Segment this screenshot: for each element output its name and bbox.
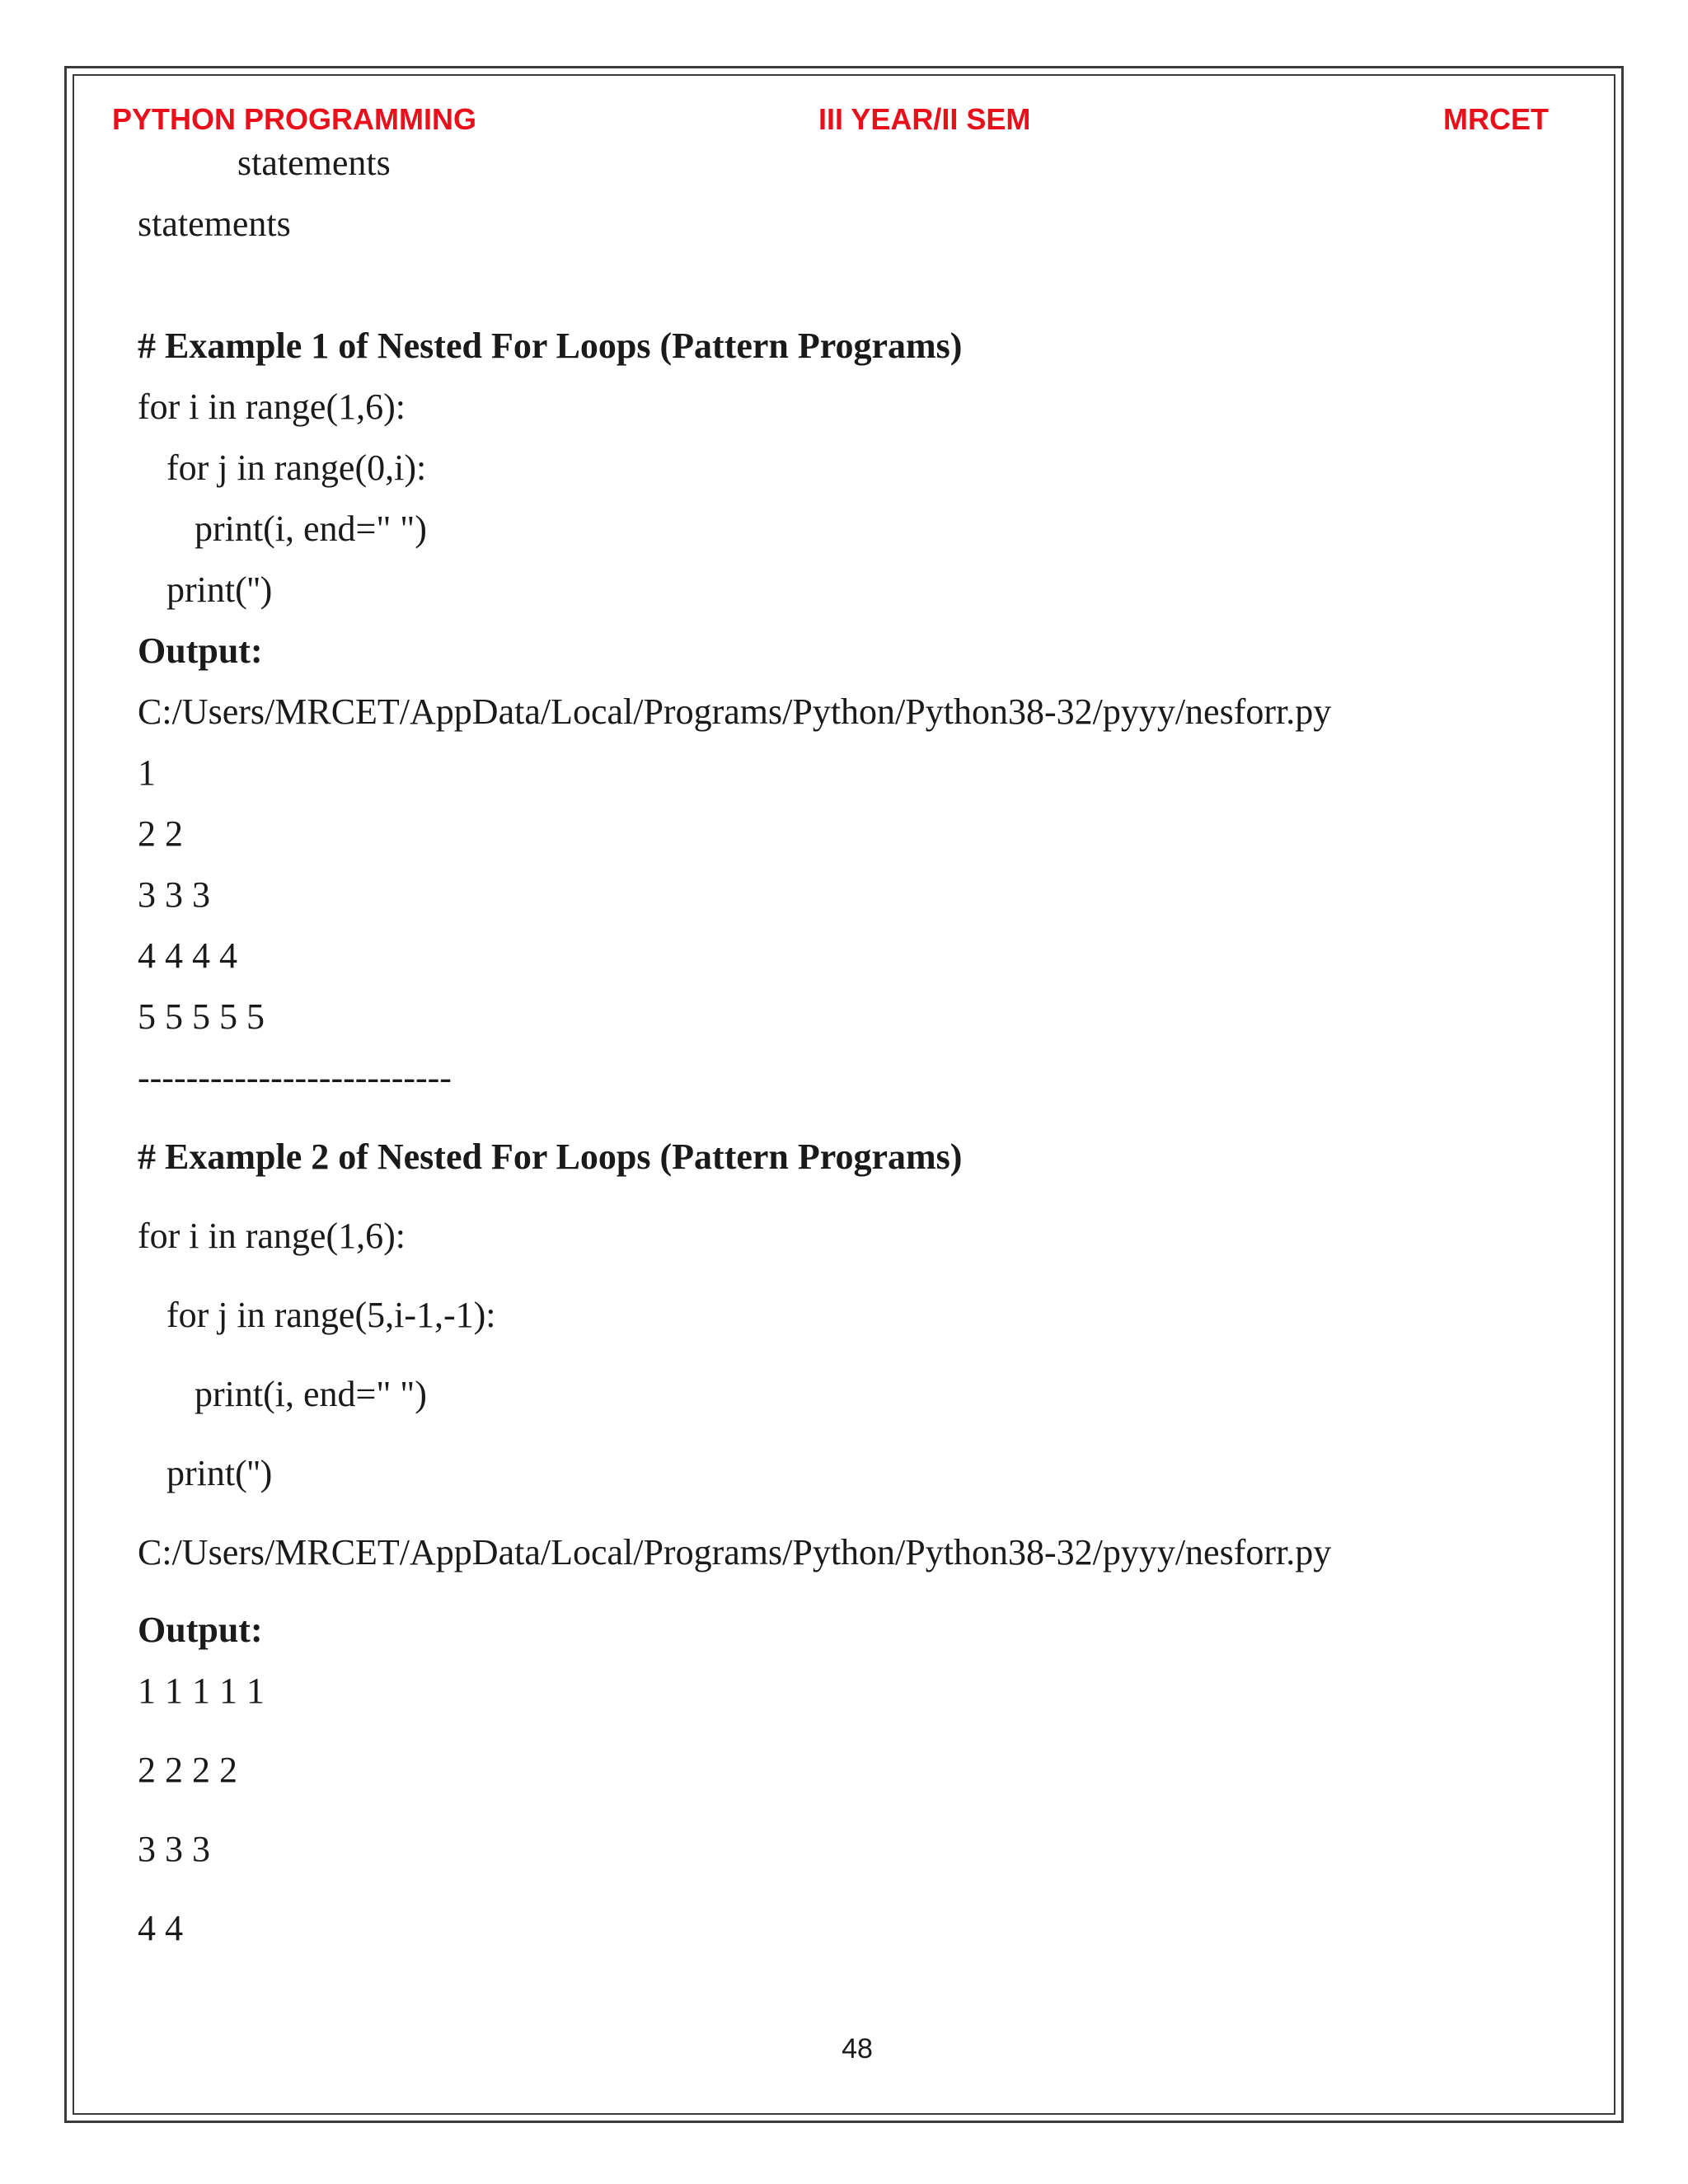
example1-output-label: Output: — [138, 630, 263, 671]
header-institution: MRCET — [1443, 102, 1549, 136]
example1-heading: # Example 1 of Nested For Loops (Pattern Programs) — [138, 326, 963, 366]
section-separator: -------------------------- — [138, 1057, 452, 1098]
example2-code-line: print(i, end=" ") — [195, 1374, 427, 1414]
example1-run-path: C:/Users/MRCET/AppData/Local/Programs/Python/Python38-32/pyyy/nesforr.py — [138, 691, 1332, 732]
example1-code-line: print('') — [166, 569, 273, 610]
example2-code-line: print('') — [166, 1453, 273, 1493]
header-year-semester: III YEAR/II SEM — [818, 102, 1031, 136]
example2-output-line: 3 3 3 — [138, 1829, 210, 1869]
page-number: 48 — [842, 2033, 873, 2064]
example2-run-path: C:/Users/MRCET/AppData/Local/Programs/Python/Python38-32/pyyy/nesforr.py — [138, 1532, 1332, 1572]
example2-output-line: 1 1 1 1 1 — [138, 1671, 265, 1711]
example1-output-line: 4 4 4 4 — [138, 935, 237, 976]
carryover-statement-indented: statements — [237, 143, 391, 183]
carryover-statement: statements — [138, 204, 291, 244]
example1-output-line: 5 5 5 5 5 — [138, 996, 265, 1037]
example1-code-line: print(i, end=" ") — [195, 509, 427, 549]
example2-output-label: Output: — [138, 1610, 263, 1650]
example2-code-line: for i in range(1,6): — [138, 1216, 406, 1256]
example1-output-line: 3 3 3 — [138, 874, 210, 915]
example1-code-line: for j in range(0,i): — [166, 448, 427, 488]
example2-output-line: 2 2 2 2 — [138, 1750, 237, 1790]
example1-output-line: 1 — [138, 752, 156, 793]
example2-heading: # Example 2 of Nested For Loops (Pattern Programs) — [138, 1137, 963, 1177]
example1-output-line: 2 2 — [138, 813, 183, 854]
example2-output-line: 4 4 — [138, 1908, 183, 1948]
header-course-title: PYTHON PROGRAMMING — [112, 102, 477, 136]
example1-code-line: for i in range(1,6): — [138, 387, 406, 427]
example2-code-line: for j in range(5,i-1,-1): — [166, 1295, 496, 1335]
